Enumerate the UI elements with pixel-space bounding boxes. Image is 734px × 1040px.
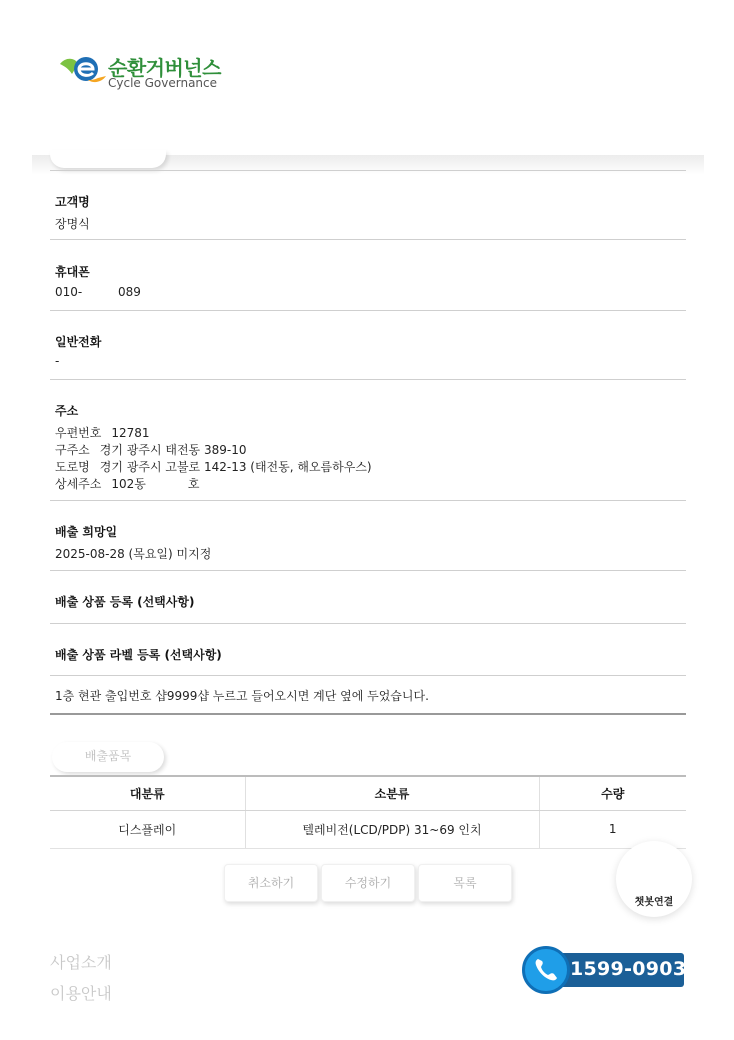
label-register-label: 배출 상품 라벨 등록 (선택사항) bbox=[55, 648, 222, 662]
old-address-value: 경기 광주시 태전동 389-10 bbox=[99, 443, 247, 457]
product-register-section bbox=[50, 570, 686, 623]
memo-section bbox=[50, 675, 686, 713]
detail-address-dong: 102동 bbox=[111, 477, 146, 491]
detail-address-row bbox=[55, 475, 199, 492]
detail-address-key: 상세주소 bbox=[55, 477, 102, 491]
table-row bbox=[50, 810, 686, 848]
label-register-section bbox=[50, 623, 686, 675]
site-header bbox=[0, 0, 734, 155]
cell-major: 디스플레이 bbox=[50, 810, 245, 848]
callcenter-badge[interactable] bbox=[522, 946, 686, 994]
list-button[interactable]: 목록 bbox=[418, 864, 512, 902]
callcenter-number: 1599-0903 bbox=[570, 958, 687, 980]
zip-key: 우편번호 bbox=[55, 426, 102, 440]
pickup-date-section bbox=[50, 500, 686, 570]
mobile-section bbox=[50, 239, 686, 310]
table-header-row bbox=[50, 776, 686, 810]
items-tab[interactable]: 배출품목 bbox=[52, 742, 164, 772]
pickup-date-label: 배출 희망일 bbox=[55, 525, 118, 539]
column-header-qty: 수량 bbox=[539, 776, 686, 810]
road-address-row bbox=[55, 458, 372, 475]
chatbot-label: 챗봇연결 bbox=[634, 897, 674, 908]
cell-minor: 텔레비전(LCD/PDP) 31~69 인치 bbox=[245, 810, 539, 848]
column-header-minor: 소분류 bbox=[245, 776, 539, 810]
cancel-button[interactable]: 취소하기 bbox=[224, 864, 318, 902]
footer-link-guide[interactable]: 이용안내 bbox=[50, 984, 112, 1003]
address-section bbox=[50, 379, 686, 500]
footer-link-about[interactable]: 사업소개 bbox=[50, 953, 112, 972]
landline-value: - bbox=[55, 354, 60, 368]
cell-qty: 1 bbox=[539, 810, 686, 848]
mobile-value-suffix: 089 bbox=[118, 285, 141, 299]
product-register-label: 배출 상품 등록 (선택사항) bbox=[55, 595, 195, 609]
customer-name-value: 장명식 bbox=[55, 217, 90, 231]
phone-icon bbox=[522, 946, 570, 994]
landline-label: 일반전화 bbox=[55, 335, 102, 349]
chatbot-button[interactable] bbox=[616, 841, 692, 917]
zip-row bbox=[55, 424, 150, 441]
logo-english-text: Cycle Governance bbox=[108, 76, 218, 90]
edit-button[interactable]: 수정하기 bbox=[321, 864, 415, 902]
road-address-key: 도로명 bbox=[55, 460, 90, 474]
logo[interactable] bbox=[58, 50, 228, 94]
column-header-major: 대분류 bbox=[50, 776, 245, 810]
landline-section bbox=[50, 310, 686, 379]
items-table bbox=[50, 775, 686, 849]
mobile-label: 휴대폰 bbox=[55, 265, 90, 279]
detail-address-ho: 호 bbox=[187, 477, 200, 491]
logo-korean-text: 순환거버넌스 bbox=[108, 56, 221, 80]
customer-name-section bbox=[50, 170, 686, 239]
road-address-value: 경기 광주시 고불로 142-13 (태전동, 해오름하우스) bbox=[99, 460, 372, 474]
divider bbox=[50, 713, 686, 715]
old-address-row bbox=[55, 441, 246, 458]
old-address-key: 구주소 bbox=[55, 443, 90, 457]
customer-name-label: 고객명 bbox=[55, 195, 90, 209]
memo-text: 1층 현관 출입번호 샵9999샵 누르고 들어오시면 계단 옆에 두었습니다. bbox=[55, 689, 429, 703]
address-label: 주소 bbox=[55, 404, 79, 418]
pickup-date-value: 2025-08-28 (목요일) 미지정 bbox=[55, 547, 212, 561]
mobile-value-prefix: 010- bbox=[55, 285, 83, 299]
logo-e-icon bbox=[58, 50, 108, 90]
section-tab-top bbox=[50, 150, 166, 168]
zip-value: 12781 bbox=[111, 426, 150, 440]
